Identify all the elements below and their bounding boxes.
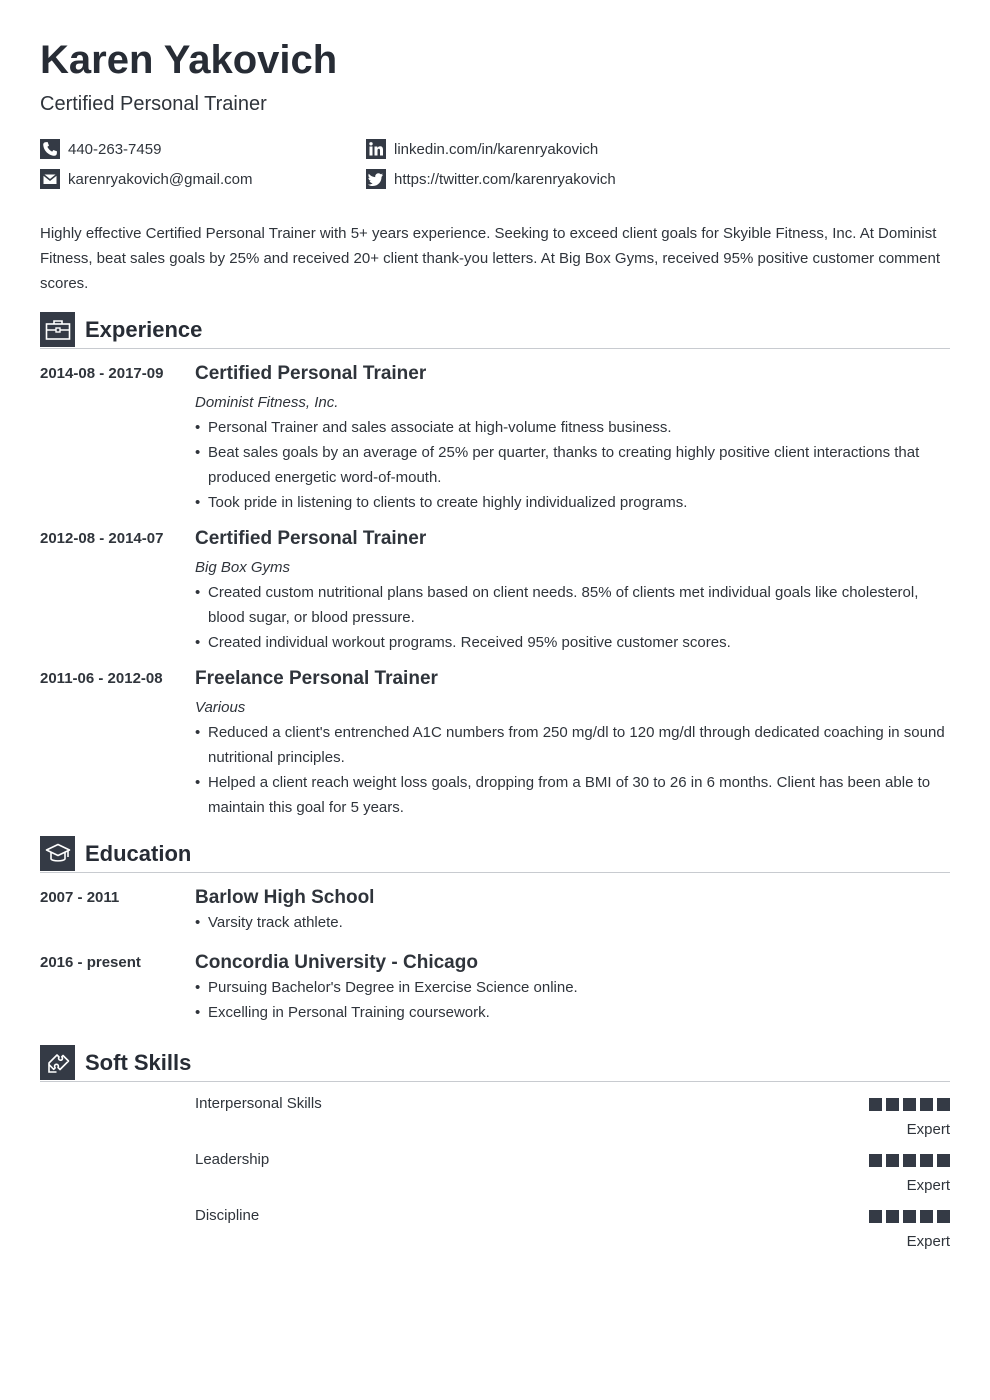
contact-twitter-text[interactable]: https://twitter.com/karenryakovich: [394, 170, 616, 188]
contact-linkedin-text[interactable]: linkedin.com/in/karenryakovich: [394, 140, 599, 158]
rating-square: [903, 1154, 916, 1167]
bullet-item: • Helped a client reach weight loss goals, dropping from a BMI of 30 to 26 in 6 months. Client has been able to maintain this goal for 5 years.: [195, 770, 950, 820]
rating-square: [937, 1154, 950, 1167]
skill-rating: [869, 1098, 950, 1111]
graduation-cap-icon: [40, 836, 75, 871]
rating-square: [920, 1210, 933, 1223]
rating-square: [903, 1210, 916, 1223]
education-dates: 2016 - present: [40, 954, 141, 971]
experience-heading: Experience: [85, 317, 203, 342]
bullet-item: • Created custom nutritional plans based on client needs. 85% of clients met individual goals like cholesterol, blood sugar, or blood pressure.: [195, 580, 950, 630]
education-bullets: [195, 910, 950, 935]
education-section-header: [40, 836, 950, 873]
rating-square: [869, 1098, 882, 1111]
contact-email: [40, 169, 252, 189]
bullet-item: • Personal Trainer and sales associate at high-volume fitness business.: [195, 415, 950, 440]
rating-square: [886, 1210, 899, 1223]
bullet-item: • Took pride in listening to clients to create highly individualized programs.: [195, 490, 950, 515]
contact-phone: [40, 139, 161, 159]
job-bullets: [195, 720, 950, 820]
job-bullets: [195, 415, 950, 515]
education-bullets: [195, 975, 950, 1025]
school-name: Concordia University - Chicago: [195, 952, 478, 973]
skill-rating: [869, 1154, 950, 1167]
rating-square: [920, 1098, 933, 1111]
skill-row: [195, 1094, 950, 1144]
rating-square: [903, 1098, 916, 1111]
employer: Big Box Gyms: [195, 559, 291, 576]
skill-name: Discipline: [195, 1207, 260, 1224]
bullet-item: • Pursuing Bachelor's Degree in Exercise Science online.: [195, 975, 950, 1000]
bullet-item: • Beat sales goals by an average of 25% per quarter, thanks to creating highly positive client interactions that produced energetic word-of-mouth.: [195, 440, 950, 490]
bullet-item: • Reduced a client's entrenched A1C numbers from 250 mg/dl to 120 mg/dl through dedicated coaching in sound nutritional principles.: [195, 720, 950, 770]
summary-paragraph: Highly effective Certified Personal Trainer with 5+ years experience. Seeking to exceed client goals for Skyible Fitness, Inc. At Dominist Fitness, beat sales goals by 25% and received 20+ client thank-you letters. At Big Box Gyms, received 95% positive customer comment scores.: [40, 225, 941, 292]
rating-square: [937, 1210, 950, 1223]
skill-level: Expert: [906, 1121, 950, 1138]
education-dates: 2007 - 2011: [40, 889, 120, 906]
contact-linkedin: [366, 139, 598, 159]
phone-icon: [40, 139, 60, 159]
candidate-name: Karen Yakovich: [40, 38, 338, 82]
puzzle-piece-icon: [40, 1045, 75, 1080]
experience-dates: 2011-06 - 2012-08: [40, 670, 163, 687]
linkedin-icon: [366, 139, 386, 159]
education-heading: Education: [85, 841, 192, 866]
employer: Dominist Fitness, Inc.: [195, 394, 339, 411]
skill-name: Interpersonal Skills: [195, 1095, 322, 1112]
skill-level: Expert: [906, 1233, 950, 1250]
rating-square: [937, 1098, 950, 1111]
skills-heading: Soft Skills: [85, 1050, 192, 1075]
rating-square: [886, 1098, 899, 1111]
contact-phone-text: 440-263-7459: [68, 140, 162, 158]
skill-row: [195, 1206, 950, 1256]
bullet-item: • Created individual workout programs. Received 95% positive customer scores.: [195, 630, 950, 655]
skill-name: Leadership: [195, 1151, 270, 1168]
job-title: Certified Personal Trainer: [195, 363, 427, 384]
skill-rating: [869, 1210, 950, 1223]
experience-dates: 2014-08 - 2017-09: [40, 365, 164, 382]
skill-level: Expert: [906, 1177, 950, 1194]
skill-row: [195, 1150, 950, 1200]
briefcase-icon: [40, 312, 75, 347]
contact-email-text[interactable]: karenryakovich@gmail.com: [68, 170, 253, 188]
envelope-icon: [40, 169, 60, 189]
job-title: Certified Personal Trainer: [195, 528, 427, 549]
experience-dates: 2012-08 - 2014-07: [40, 530, 164, 547]
twitter-icon: [366, 169, 386, 189]
job-title: Freelance Personal Trainer: [195, 668, 438, 689]
job-bullets: [195, 580, 950, 655]
employer: Various: [195, 699, 246, 716]
rating-square: [869, 1154, 882, 1167]
experience-section-header: [40, 312, 950, 349]
school-name: Barlow High School: [195, 887, 375, 908]
rating-square: [886, 1154, 899, 1167]
rating-square: [869, 1210, 882, 1223]
skills-section-header: [40, 1045, 950, 1082]
contact-twitter: [366, 169, 616, 189]
candidate-title: Certified Personal Trainer: [40, 93, 267, 115]
bullet-item: • Excelling in Personal Training coursework.: [195, 1000, 950, 1025]
bullet-item: • Varsity track athlete.: [195, 910, 950, 935]
rating-square: [920, 1154, 933, 1167]
